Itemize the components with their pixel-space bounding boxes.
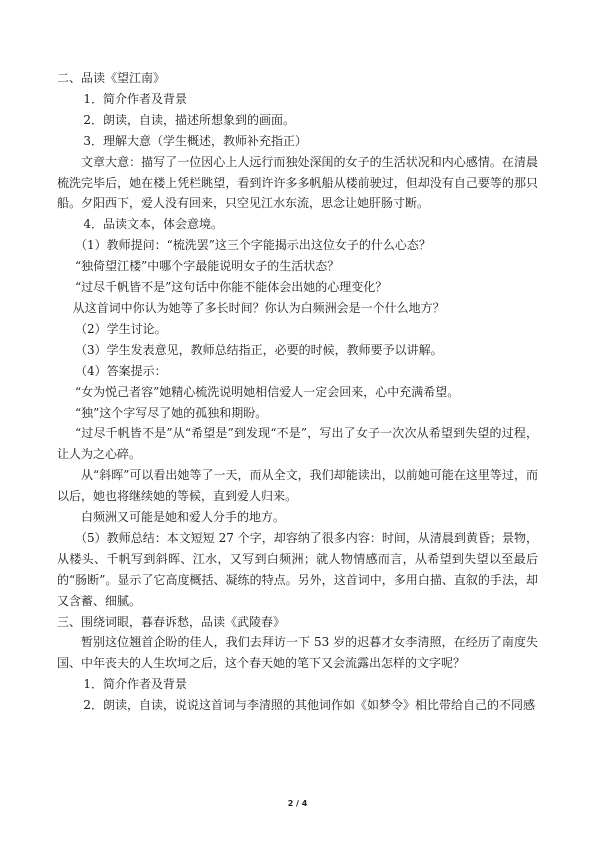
answer-5: 白频洲又可能是她和爱人分手的地方。 — [81, 510, 286, 525]
question-4: 从这首词中你认为她等了多长时间？你认为白频洲会是一个什么地方？ — [72, 300, 445, 315]
answer-4: 从“斜晖”可以看出她等了一天，而从全文，我们却能读出，以前她可能在这里等过，而以后，她也将继续她的等候，直到爱人归来。 — [57, 468, 538, 504]
question-2: “独倚望江楼”中哪个字最能说明女子的生活状态？ — [75, 259, 340, 274]
step-intro-author-2: 1．简介作者及背景 — [83, 677, 188, 692]
student-discussion: （2）学生讨论。 — [75, 321, 167, 336]
answer-3: “过尽千帆皆不是”从“希望是”到发现“不是”，写出了女子一次次从希望到失望的过程，让人为之心碎。 — [57, 426, 538, 462]
page-number: 2 / 4 — [287, 799, 308, 808]
answer-1: “女为悦己者容”她精心梳洗说明她相信爱人一定会回来，心中充满希望。 — [75, 384, 460, 399]
document-body — [57, 68, 538, 716]
student-opinions: （3）学生发表意见，教师总结指正，必要的时候，教师要予以讲解。 — [75, 342, 443, 357]
step-reading: 2．朗读，自读，描述所想象到的画面。 — [83, 112, 296, 127]
question-1: （1）教师提问：“梳洗罢”这三个字能揭示出这位女子的什么心态？ — [75, 238, 431, 253]
section-heading-wulingchun: 三、围绕词眼，暮春诉愁，品读《武陵春》 — [57, 614, 286, 629]
text-summary: 文章大意：描写了一位因心上人远行而独处深闺的女子的生活状况和内心感情。在清晨梳洗完毕后，她在楼上凭栏眺望，看到许许多多帆船从楼前驶过，但却没有自己要等的那只船。夕阳西下，爱人没有回来，只空见江水东流，思念让她肝肠寸断。 — [57, 154, 538, 211]
teacher-summary: （5）教师总结：本文短短 27 个字，却容纳了很多内容：时间，从清晨到黄昏；景物，从楼头、千帆写到斜晖、江水，又写到白频洲；就人物情感而言，从希望到失望以至最后的“肠断”。显示了它高度概括、凝练的特点。另外，这首词中，多用白描、直叙的手法，却又含蓄、细腻。 — [57, 530, 538, 608]
step-appreciation: 4．品读文本，体会意境。 — [83, 217, 224, 232]
answer-hints: （4）答案提示： — [75, 363, 167, 378]
step-reading-2: 2．朗读，自读，说说这首词与李清照的其他词作如《如梦令》相比带给自己的不同感 — [83, 698, 536, 713]
step-understanding: 3．理解大意（学生概述，教师补充指正） — [83, 133, 308, 148]
question-3: “过尽千帆皆不是”这句话中你能不能体会出她的心理变化？ — [75, 280, 388, 295]
section-heading-wangjiangnan: 二、品读《望江南》 — [57, 71, 166, 85]
answer-2: “独”这个字写尽了她的孤独和期盼。 — [75, 405, 268, 420]
transition-paragraph: 暂别这位翘首企盼的佳人，我们去拜访一下 53 岁的迟暮才女李清照，在经历了南度失国、中年丧夫的人生坎坷之后，这个春天她的笔下又会流露出怎样的文字呢？ — [57, 635, 538, 671]
step-intro-author: 1．简介作者及背景 — [83, 91, 188, 106]
